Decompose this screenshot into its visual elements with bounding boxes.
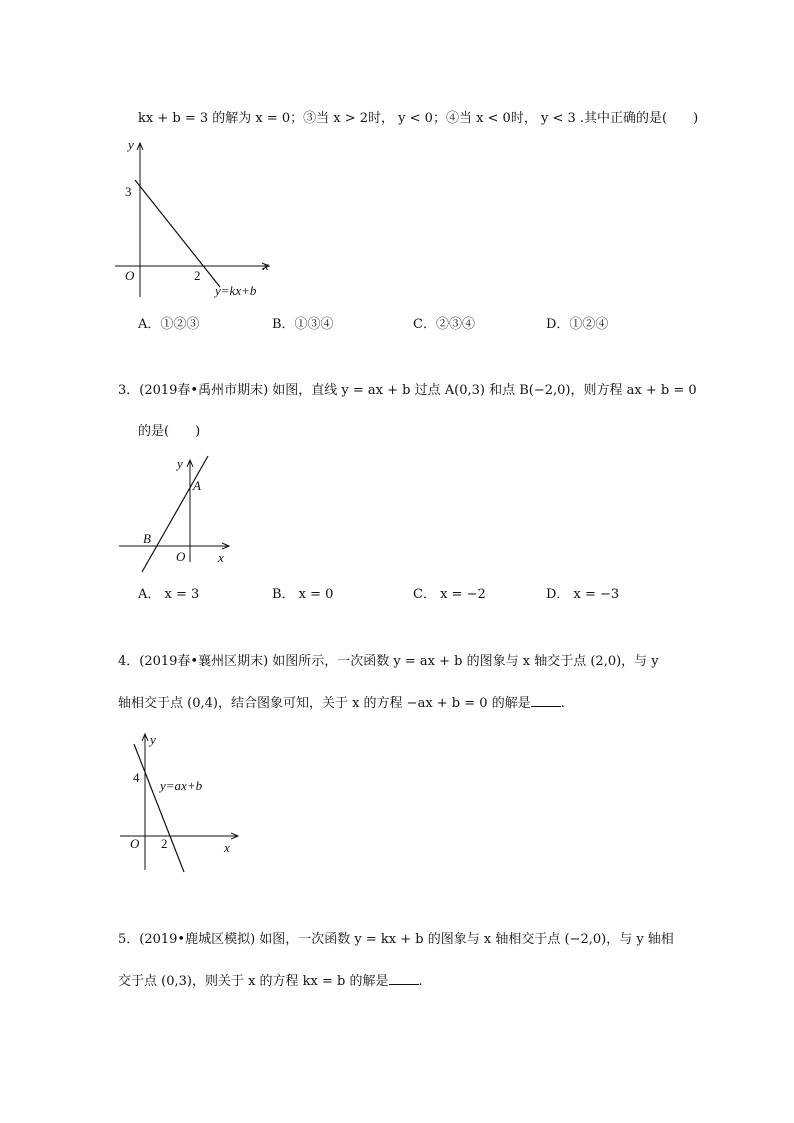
- q3-point-b-label: B: [143, 531, 151, 546]
- q2-choice-b[interactable]: B．①③④: [272, 317, 334, 332]
- q5-stem-line2: 交于点 (0,3)，则关于 x 的方程 kx = b 的解是 .: [118, 974, 423, 989]
- q2-graph: [115, 135, 285, 305]
- q3-y-label: y: [177, 456, 183, 471]
- q4-graph: [118, 730, 248, 880]
- q2-x-intercept-label: 2: [194, 268, 201, 283]
- q3-choice-a[interactable]: A． x = 3: [138, 587, 200, 602]
- q3-stem-line1: 3．(2019春•禹州市期末) 如图，直线 y = ax + b 过点 A(0,3) 和点 B(−2,0)，则方程 ax + b = 0: [118, 383, 697, 398]
- q3-choice-d[interactable]: D． x = −3: [546, 587, 620, 602]
- q2-choice-c[interactable]: C．②③④: [413, 317, 475, 332]
- q3-origin-label: O: [176, 549, 186, 564]
- q4-y-intercept-label: 4: [133, 770, 140, 785]
- q2-origin-label: O: [125, 268, 135, 283]
- q5-answer-blank[interactable]: [389, 972, 419, 985]
- q2-y-intercept-label: 3: [125, 184, 132, 199]
- q2-line-label: y=kx+b: [215, 283, 257, 298]
- q3-point-a-label: A: [193, 478, 201, 493]
- q2-y-label: y: [128, 137, 134, 152]
- q3-choice-c[interactable]: C． x = −2: [413, 587, 486, 602]
- q4-line-label: y=ax+b: [160, 778, 203, 793]
- q4-stem-line2: 轴相交于点 (0,4)，结合图象可知，关于 x 的方程 −ax + b = 0 的解是 .: [118, 696, 565, 711]
- q4-origin-label: O: [130, 836, 140, 851]
- q3-graph: [115, 452, 245, 572]
- q3-choice-b[interactable]: B． x = 0: [272, 587, 334, 602]
- q2-x-label: x: [263, 258, 269, 273]
- q2-function-line: [135, 180, 220, 287]
- q4-answer-blank[interactable]: [531, 694, 561, 707]
- q4-function-line: [134, 744, 184, 872]
- q3-function-line: [142, 456, 208, 572]
- q3-stem-line2: 的是( ): [138, 424, 201, 439]
- q2-stem-tail: kx + b = 3 的解为 x = 0；③当 x > 2时， y < 0；④当 x < 0时， y < 3 .其中正确的是( ): [138, 111, 699, 126]
- q2-choice-a[interactable]: A．①②③: [138, 317, 200, 332]
- q4-stem-line1: 4．(2019春•襄州区期末) 如图所示，一次函数 y = ax + b 的图象与 x 轴交于点 (2,0)，与 y: [118, 654, 659, 669]
- q2-choice-d[interactable]: D．①②④: [546, 317, 609, 332]
- q4-x-intercept-label: 2: [161, 836, 168, 851]
- q3-x-label: x: [218, 550, 224, 565]
- q4-x-label: x: [224, 840, 230, 855]
- q5-stem-line1: 5．(2019•鹿城区模拟) 如图，一次函数 y = kx + b 的图象与 x 轴相交于点 (−2,0)，与 y 轴相: [118, 932, 674, 947]
- q4-y-label: y: [150, 732, 156, 747]
